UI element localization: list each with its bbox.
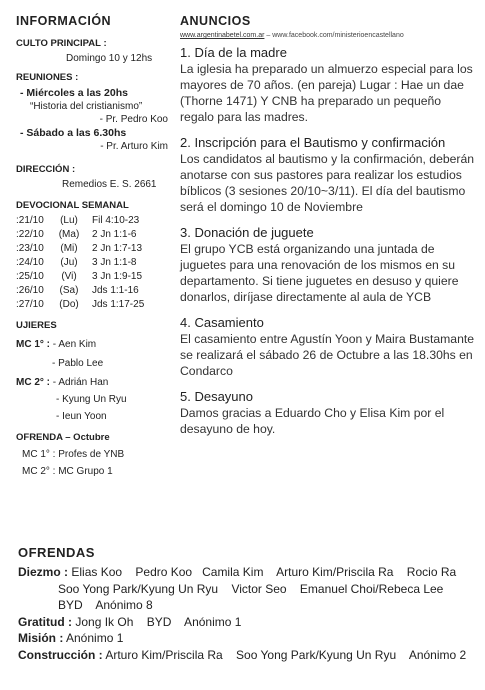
gratitud-line: [18, 614, 478, 631]
mc2-label: MC 2° :: [16, 377, 50, 388]
info-title: INFORMACIÓN: [16, 14, 112, 28]
devocional-row: :22/10 (Ma) 2 Jn 1:1-6: [16, 229, 137, 240]
devocional-row: :26/10 (Sa) Jds 1:1-16: [16, 285, 139, 296]
direccion-value: Remedios E. S. 2661: [62, 179, 157, 190]
mc2-name: - Adrián Han: [52, 377, 109, 388]
announcement-item: [180, 135, 475, 215]
announcement-title: 4. Casamiento: [180, 315, 264, 330]
facebook-link[interactable]: www.facebook.com/ministerioencastellano: [272, 32, 404, 39]
info-column: [16, 14, 176, 479]
culto-time: Domingo 10 y 12hs: [66, 53, 153, 64]
anuncios-column: [180, 14, 475, 437]
diezmo-names-cont: BYD Anónimo 8: [58, 598, 153, 612]
culto-title: CULTO PRINCIPAL :: [16, 38, 107, 49]
diezmo-names-cont: Soo Yong Park/Kyung Un Ryu Victor Seo Emanuel Choi/Rebeca Lee: [58, 581, 444, 596]
gratitud-names: Jong Ik Oh BYD Anónimo 1: [75, 614, 242, 629]
announcement-item: [180, 45, 475, 125]
sabado-label: - Sábado a las 6.30hs: [20, 127, 127, 139]
miercoles-pastor: - Pr. Pedro Koo: [99, 114, 168, 125]
announcement-body: El casamiento entre Agustín Yoon y Maira Bustamante se realizará el sábado 26 de Octubre a las 18.30hs en Condarco: [180, 332, 475, 378]
announcement-title: 1. Día de la madre: [180, 45, 287, 60]
mision-line: [18, 630, 478, 647]
construccion-names: Arturo Kim/Priscila Ra Soo Yong Park/Kyung Un Ryu Anónimo 2: [105, 647, 467, 662]
direccion-title: DIRECCIÓN :: [16, 164, 76, 175]
reuniones-title: REUNIONES :: [16, 72, 79, 83]
ofrenda-line: MC 1° : Profes de YNB: [22, 449, 125, 460]
announcement-body: Damos gracias a Eduardo Cho y Elisa Kim por el desayuno de hoy.: [180, 406, 445, 436]
announcement-item: [180, 389, 475, 437]
website-link[interactable]: www.argentinabetel.com.ar: [180, 32, 265, 39]
mc2-name: - Ieun Yoon: [56, 411, 107, 422]
devocional-row: :27/10 (Do) Jds 1:17-25: [16, 299, 145, 310]
announcement-title: 5. Desayuno: [180, 389, 253, 404]
devocional-row: :21/10 (Lu) Fil 4:10-23: [16, 215, 140, 226]
mc2-group: [16, 377, 176, 388]
construccion-label: Construcción :: [18, 647, 103, 662]
announcement-item: [180, 225, 475, 305]
construccion-line: [18, 647, 478, 664]
mc1-name: - Pablo Lee: [52, 358, 104, 369]
devocional-title: DEVOCIONAL SEMANAL: [16, 200, 129, 211]
diezmo-label: Diezmo :: [18, 565, 69, 579]
mc1-label: MC 1° :: [16, 339, 50, 350]
mision-label: Misión :: [18, 631, 64, 645]
announcement-body: Los candidatos al bautismo y la confirmación, deberán anotarse con sus pastores para realizar los estudios bíblicos (3 sesiones 20/10~3/11). El día del bautismo será el domingo 10 de Noviembre: [180, 152, 475, 214]
announcement-title: 3. Donación de juguete: [180, 225, 314, 240]
ofrenda-octubre-title: OFRENDA – Octubre: [16, 432, 110, 443]
devocional-row: :24/10 (Ju) 3 Jn 1:1-8: [16, 257, 137, 268]
ofrendas-section: [18, 545, 478, 663]
miercoles-label: - Miércoles a las 20hs: [20, 87, 128, 99]
links-line: [180, 32, 475, 39]
ujieres-title: UJIERES: [16, 320, 57, 331]
announcement-body: El grupo YCB está organizando una juntada de juguetes para una renovación de los mismos en su departamento. Si tiene juguetes en desuso y quiere donarlos, diríjase directamente al aula de YCB: [180, 242, 459, 304]
link-separator: –: [264, 32, 273, 39]
sabado-pastor: - Pr. Arturo Kim: [100, 141, 168, 152]
ofrendas-title: OFRENDAS: [18, 545, 95, 560]
announcement-item: [180, 315, 475, 379]
diezmo-names: Elias Koo Pedro Koo Camila Kim Arturo Kim/Priscila Ra Rocio Ra: [71, 565, 457, 579]
devocional-row: :23/10 (Mi) 2 Jn 1:7-13: [16, 243, 143, 254]
mc1-name: - Aen Kim: [52, 339, 97, 350]
mision-names: Anónimo 1: [66, 631, 124, 645]
mc2-name: - Kyung Un Ryu: [56, 394, 127, 405]
diezmo-line: [18, 564, 478, 581]
miercoles-topic: “Historia del cristianismo”: [30, 101, 143, 112]
devocional-row: :25/10 (Vi) 3 Jn 1:9-15: [16, 271, 143, 282]
anuncios-title: ANUNCIOS: [180, 14, 251, 28]
announcement-title: 2. Inscripción para el Bautismo y confirmación: [180, 135, 446, 150]
gratitud-label: Gratitud :: [18, 614, 72, 629]
devocional-list: [16, 215, 176, 310]
ofrenda-line: MC 2° : MC Grupo 1: [22, 466, 113, 477]
announcement-body: La iglesia ha preparado un almuerzo especial para los mayores de 70 años. (en pareja) Lugar : Hae un dae (Thorne 1471) Y CNB ha preparado un pequeño regalo para las madres.: [180, 62, 473, 124]
mc1-group: [16, 339, 176, 350]
